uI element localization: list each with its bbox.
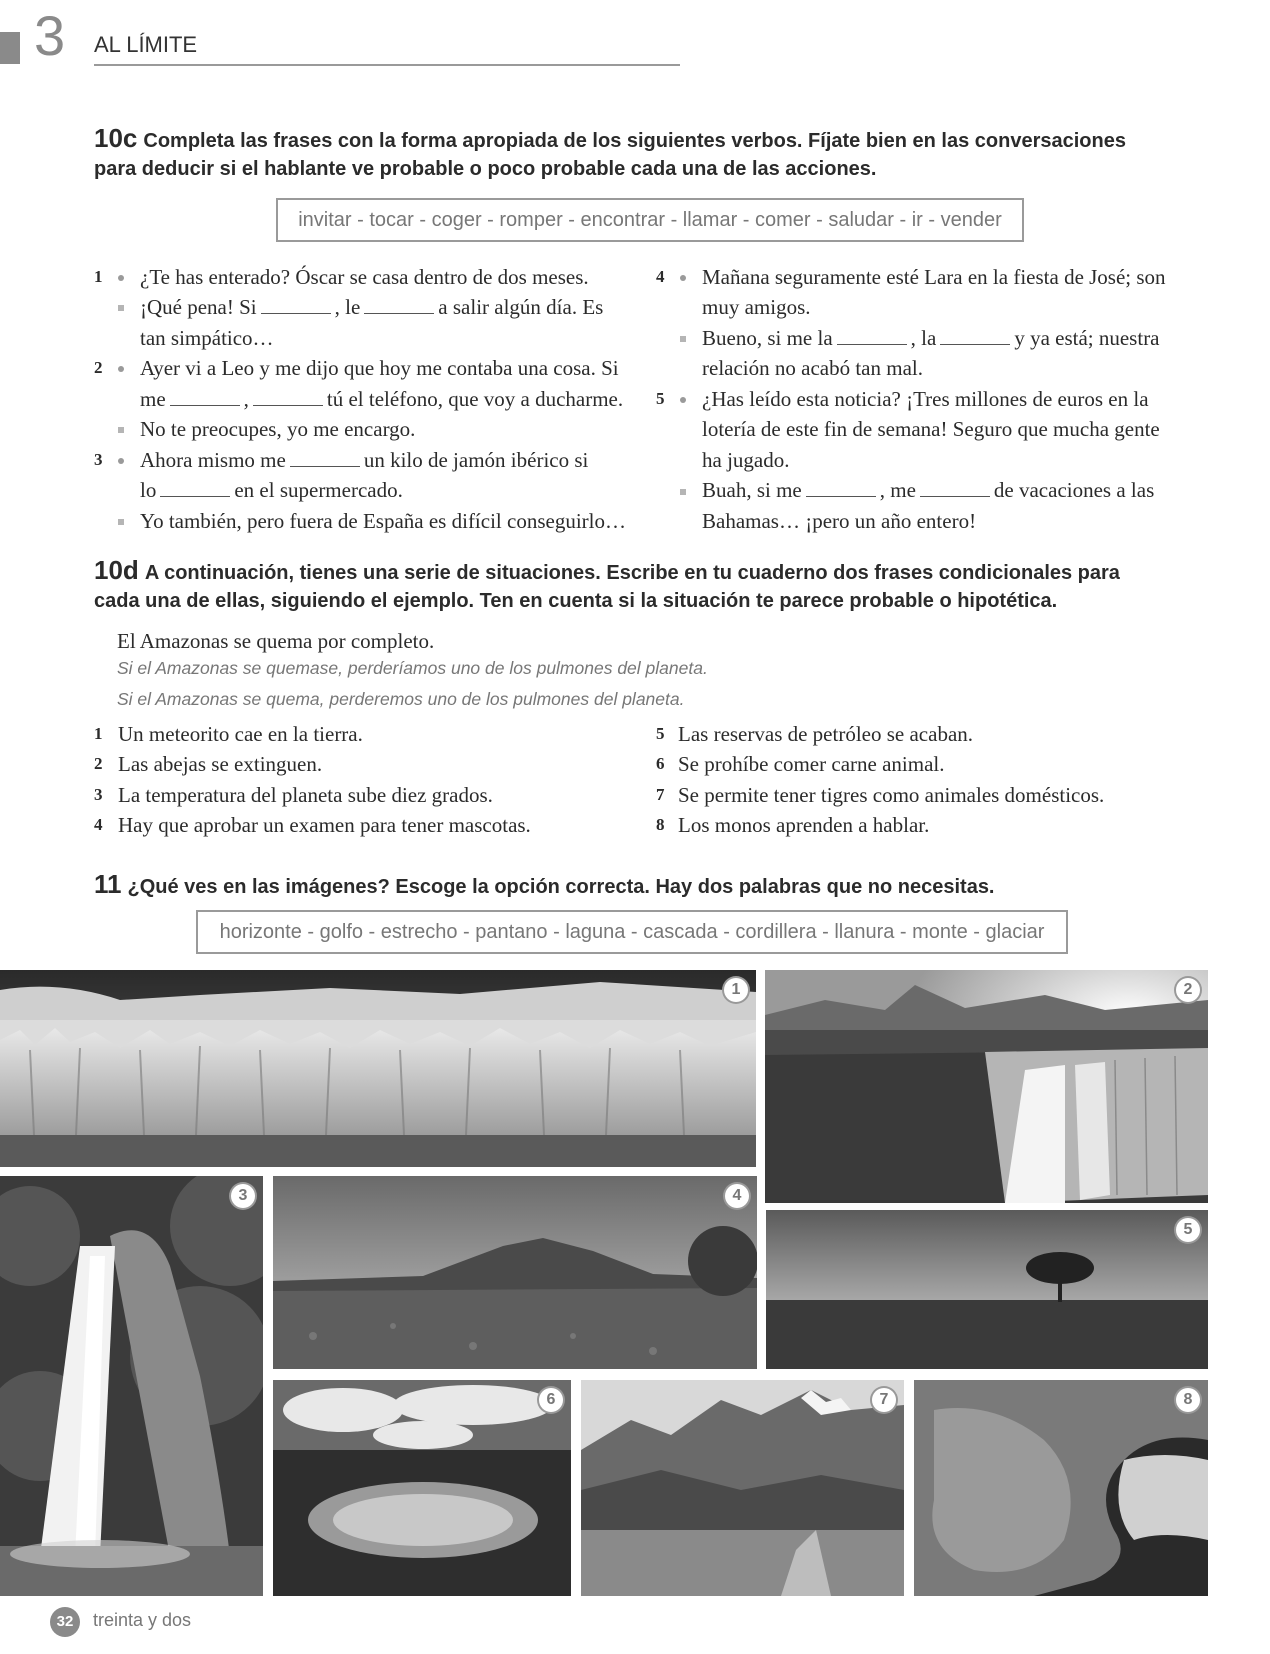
page-number-badge: 32 [50,1607,80,1637]
answer-blank[interactable] [364,312,434,314]
ex10d-example: El Amazonas se quema por completo. [117,629,435,653]
item3-line-b: lo en el supermercado. [140,478,403,502]
item-number: 3 [94,450,103,469]
mountain-range-illustration [581,1380,904,1596]
item1-line-c: tan simpático… [140,326,274,350]
item-number: 5 [656,389,665,408]
item3-line-a: Ahora mismo me un kilo de jamón ibérico si [140,448,589,472]
speaker-a-bullet [118,275,124,281]
situation-text: Se prohíbe comer carne animal. [678,752,945,776]
photo-number-badge: 8 [1176,1388,1200,1412]
unit-number: 3 [34,4,66,67]
ex11-word-bank: horizonte - golfo - estrecho - pantano - laguna - cascada - cordillera - llanura - monte - glaciar [196,910,1068,954]
photo-number-badge: 2 [1176,978,1200,1002]
gulf-illustration [914,1380,1208,1596]
waterfall-illustration [0,1176,263,1596]
page-number-text: treinta y dos [93,1610,192,1630]
photo-plain [766,1210,1208,1369]
ex10c-right-column [656,262,1216,542]
ex11-number: 11 [94,869,122,899]
hill-illustration [273,1176,757,1369]
item1-line-b: ¡Qué pena! Si , le a salir algún día. Es [140,295,604,319]
plain-illustration [766,1210,1208,1369]
unit-color-bar [0,32,20,64]
item5-line-e: Bahamas… ¡pero un año entero! [702,509,977,533]
photo-mountain-range [581,1380,904,1596]
answer-blank[interactable] [940,343,1010,345]
item4-line-a: Mañana seguramente esté Lara en la fiesta de José; son [702,265,1166,289]
photo-number-badge: 1 [724,978,748,1002]
ex11-instruction [94,870,1214,901]
photo-glacier [0,970,756,1167]
ex10c-instruction-line1: Completa las frases con la forma apropiada de los siguientes verbos. Fíjate bien en las conversaciones [143,130,1126,152]
answer-blank[interactable] [920,495,990,497]
photo-number-badge: 7 [872,1388,896,1412]
item2-line-a: Ayer vi a Leo y me dijo que hoy me contaba una cosa. Si [140,356,619,380]
ex10c-left-column [94,262,654,542]
item-number: 4 [656,267,665,286]
situation-text: Las reservas de petróleo se acaban. [678,722,974,746]
answer-blank[interactable] [290,465,360,467]
answer-blank[interactable] [261,312,331,314]
speaker-b-bullet [118,427,124,433]
situation-text: Las abejas se extinguen. [118,752,323,776]
situation-number: 5 [656,724,665,743]
situation-text: Se permite tener tigres como animales domésticos. [678,783,1105,807]
situation-number: 8 [656,815,665,834]
answer-blank[interactable] [253,404,323,406]
ex10d-situation-list [94,719,1214,844]
photo-dam-reservoir [765,970,1208,1203]
speaker-b-bullet [118,519,124,525]
situation-text: La temperatura del planeta sube diez grados. [118,783,493,807]
item5-line-a: ¿Has leído esta noticia? ¡Tres millones de euros en la [702,387,1149,411]
item1-line-a: ¿Te has enterado? Óscar se casa dentro de dos meses. [140,265,589,289]
item-number: 1 [94,267,103,286]
speaker-b-bullet [680,336,686,342]
speaker-b-bullet [680,489,686,495]
header-rule [94,64,680,66]
item4-line-b: muy amigos. [702,295,811,319]
ex10d-number: 10d [94,555,139,585]
glacier-illustration [0,970,756,1167]
situation-text: Los monos aprenden a hablar. [678,813,930,837]
ex10d-example-answer-1: Si el Amazonas se quemase, perderíamos uno de los pulmones del planeta. [117,658,708,678]
item-number: 2 [94,358,103,377]
ex10c-word-bank: invitar - tocar - coger - romper - encontrar - llamar - comer - saludar - ir - vender [276,198,1024,242]
answer-blank[interactable] [170,404,240,406]
ex10d-instruction-line1: A continuación, tienes una serie de situaciones. Escribe en tu cuaderno dos frases condicionales para [144,562,1120,584]
unit-title: AL LÍMITE [94,32,198,57]
situation-number: 1 [94,724,103,743]
photo-hill [273,1176,757,1369]
situation-number: 7 [656,785,665,804]
ex10c-number: 10c [94,123,138,153]
answer-blank[interactable] [806,495,876,497]
ex10c-instruction-line2: para deducir si el hablante ve probable o poco probable cada una de las acciones. [94,158,877,180]
photo-gulf-satellite [914,1380,1208,1596]
situation-number: 6 [656,754,665,773]
ex10d-instruction-line2: cada una de ellas, siguiendo el ejemplo. Ten en cuenta si la situación te parece probable o hipotética. [94,590,1058,612]
item5-line-c: ha jugado. [702,448,790,472]
speaker-a-bullet [680,275,686,281]
ex10d-example-answer-2: Si el Amazonas se quema, perderemos uno de los pulmones del planeta. [117,689,685,709]
ex10c-instruction [94,124,1214,183]
situation-number: 3 [94,785,103,804]
speaker-a-bullet [680,397,686,403]
lagoon-illustration [273,1380,571,1596]
situation-number: 2 [94,754,103,773]
item3-line-c: Yo también, pero fuera de España es difícil conseguirlo… [140,509,626,533]
speaker-b-bullet [118,305,124,311]
answer-blank[interactable] [160,495,230,497]
item2-line-b: me , tú el teléfono, que voy a ducharme. [140,387,624,411]
situation-text: Hay que aprobar un examen para tener mascotas. [118,813,531,837]
item5-line-d: Buah, si me , me de vacaciones a las [702,478,1155,502]
item5-line-b: lotería de este fin de semana! Seguro que mucha gente [702,417,1160,441]
item4-line-c: Bueno, si me la , la y ya está; nuestra [702,326,1160,350]
speaker-a-bullet [118,366,124,372]
photo-number-badge: 3 [231,1184,255,1208]
ex11-instruction-text: ¿Qué ves en las imágenes? Escoge la opción correcta. Hay dos palabras que no necesitas. [127,876,995,898]
photo-number-badge: 6 [539,1388,563,1412]
photo-number-badge: 5 [1176,1218,1200,1242]
speaker-a-bullet [118,458,124,464]
situation-number: 4 [94,815,103,834]
photo-lagoon [273,1380,571,1596]
ex10d-instruction [94,556,1214,615]
item2-line-c: No te preocupes, yo me encargo. [140,417,416,441]
photo-waterfall [0,1176,263,1596]
item4-line-d: relación no acabó tan mal. [702,356,923,380]
situation-text: Un meteorito cae en la tierra. [118,722,363,746]
dam-illustration [765,970,1208,1203]
answer-blank[interactable] [837,343,907,345]
photo-number-badge: 4 [725,1184,749,1208]
